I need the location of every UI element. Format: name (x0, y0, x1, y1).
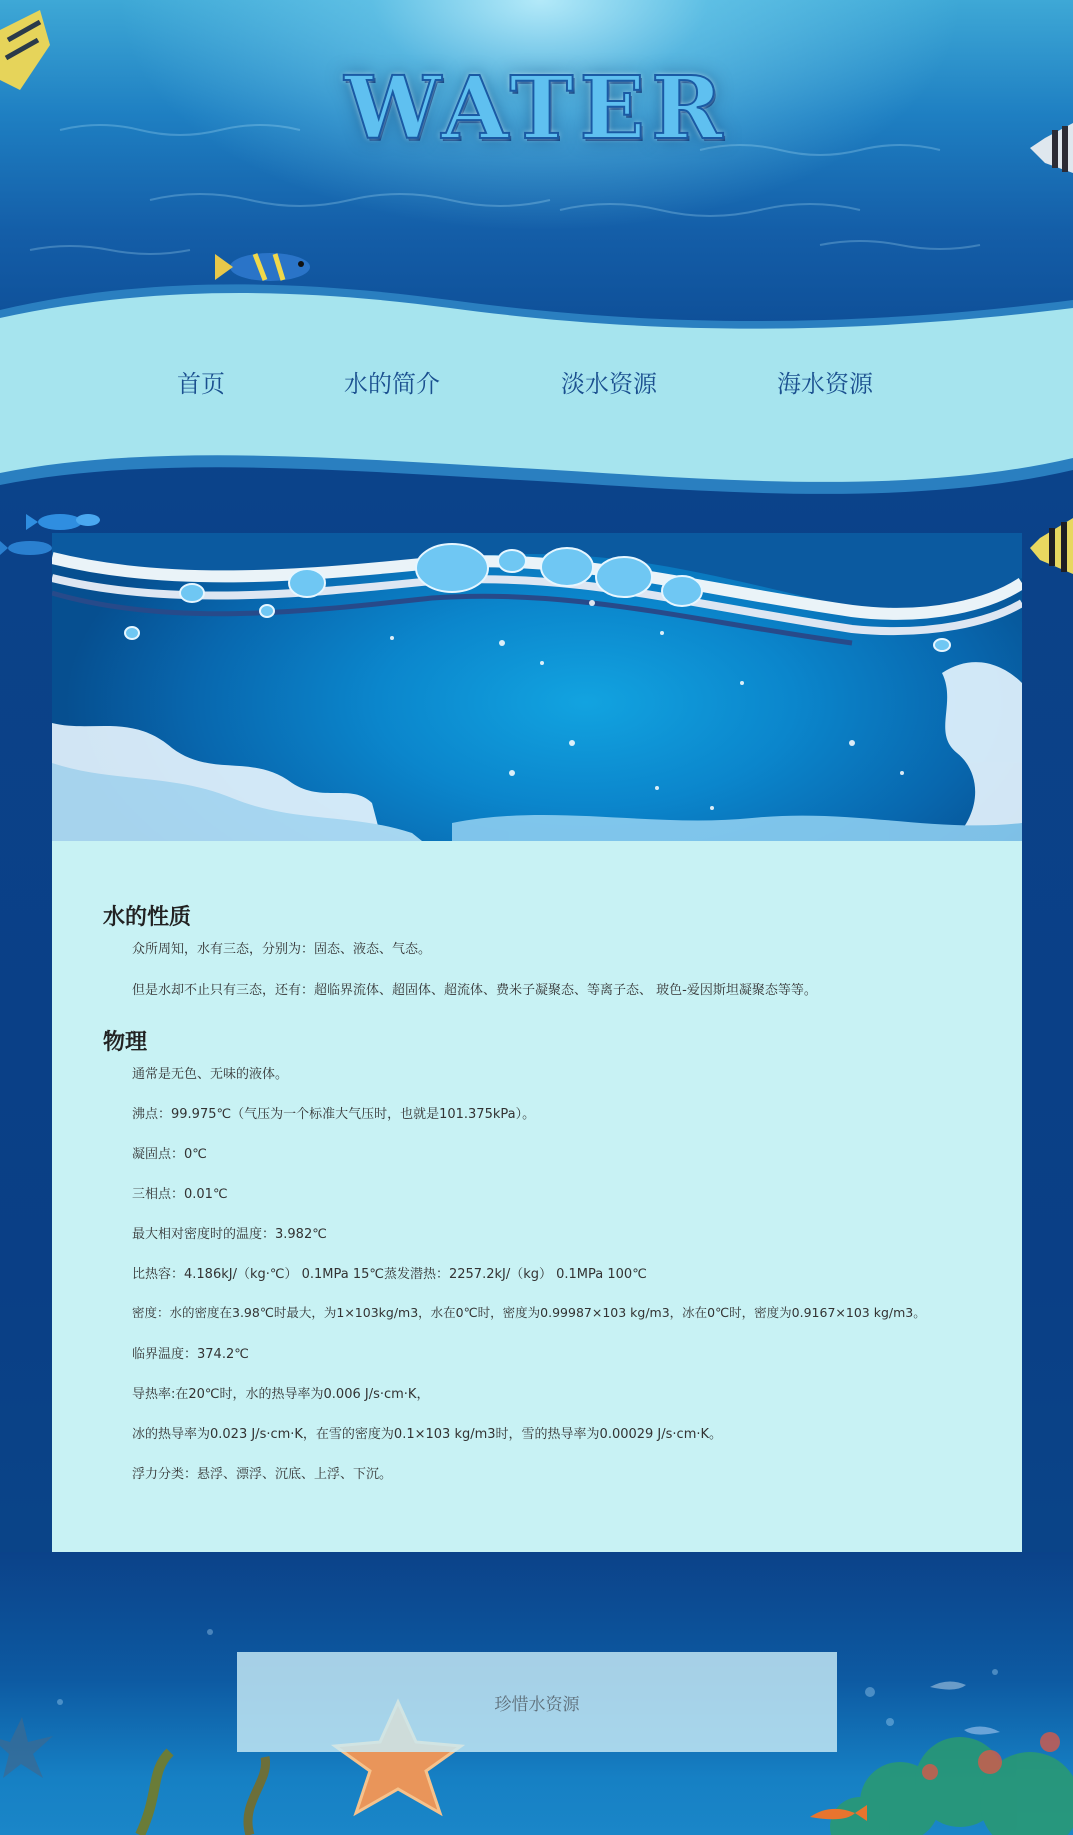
striped-angelfish-icon (1030, 518, 1073, 574)
nav-item-home[interactable]: 首页 (177, 370, 225, 398)
paragraph: 但是水却不止只有三态，还有：超临界流体、超固体、超流体、费米子凝聚态、等离子态、 玻色-爱因斯坦凝聚态等等。 (132, 983, 817, 998)
paragraph: 凝固点：0℃ (132, 1147, 207, 1162)
main-navigation (0, 364, 1073, 404)
paragraph: 沸点：99.975℃（气压为一个标准大气压时，也就是101.375kPa）。 (132, 1107, 536, 1122)
nav-item-freshwater[interactable]: 淡水资源 (561, 370, 657, 398)
article-content (52, 841, 1022, 1552)
site-logo: WATER (344, 58, 729, 159)
paragraph: 最大相对密度时的温度：3.982℃ (132, 1227, 327, 1242)
striped-fish-icon (1025, 118, 1073, 176)
paragraph: 临界温度：374.2℃ (132, 1347, 249, 1362)
paragraph: 众所周知，水有三态，分别为：固态、液态、气态。 (132, 942, 432, 957)
paragraph: 冰的热导率为0.023 J/s·cm·K，在雪的密度为0.1×103 kg/m3时，雪的热导率为0.00029 J/s·cm·K。 (132, 1427, 723, 1442)
angelfish-icon (0, 0, 60, 100)
paragraph: 密度：水的密度在3.98℃时最大，为1×103kg/m3，水在0℃时，密度为0.99987×103 kg/m3，冰在0℃时，密度为0.9167×103 kg/m3。 (132, 1305, 926, 1320)
section-title-physics: 物理 (103, 1029, 148, 1055)
footer-slogan: 珍惜水资源 (494, 1694, 580, 1715)
paragraph: 通常是无色、无味的液体。 (132, 1067, 289, 1082)
paragraph: 比热容：4.186kJ/（kg·℃） 0.1MPa 15℃蒸发潜热：2257.2kJ/（kg） 0.1MPa 100℃ (132, 1267, 647, 1282)
nav-item-seawater[interactable]: 海水资源 (777, 370, 873, 398)
hero-banner-image (52, 533, 1022, 841)
nav-item-water-intro[interactable]: 水的简介 (344, 370, 440, 398)
section-title-properties: 水的性质 (103, 904, 192, 930)
footer-slogan-box (237, 1652, 837, 1752)
water-splash-illustration (52, 533, 1022, 841)
paragraph: 浮力分类：悬浮、漂浮、沉底、上浮、下沉。 (132, 1467, 393, 1482)
paragraph: 三相点：0.01℃ (132, 1187, 228, 1202)
paragraph: 导热率:在20℃时，水的热导率为0.006 J/s·cm·K， (132, 1387, 430, 1402)
